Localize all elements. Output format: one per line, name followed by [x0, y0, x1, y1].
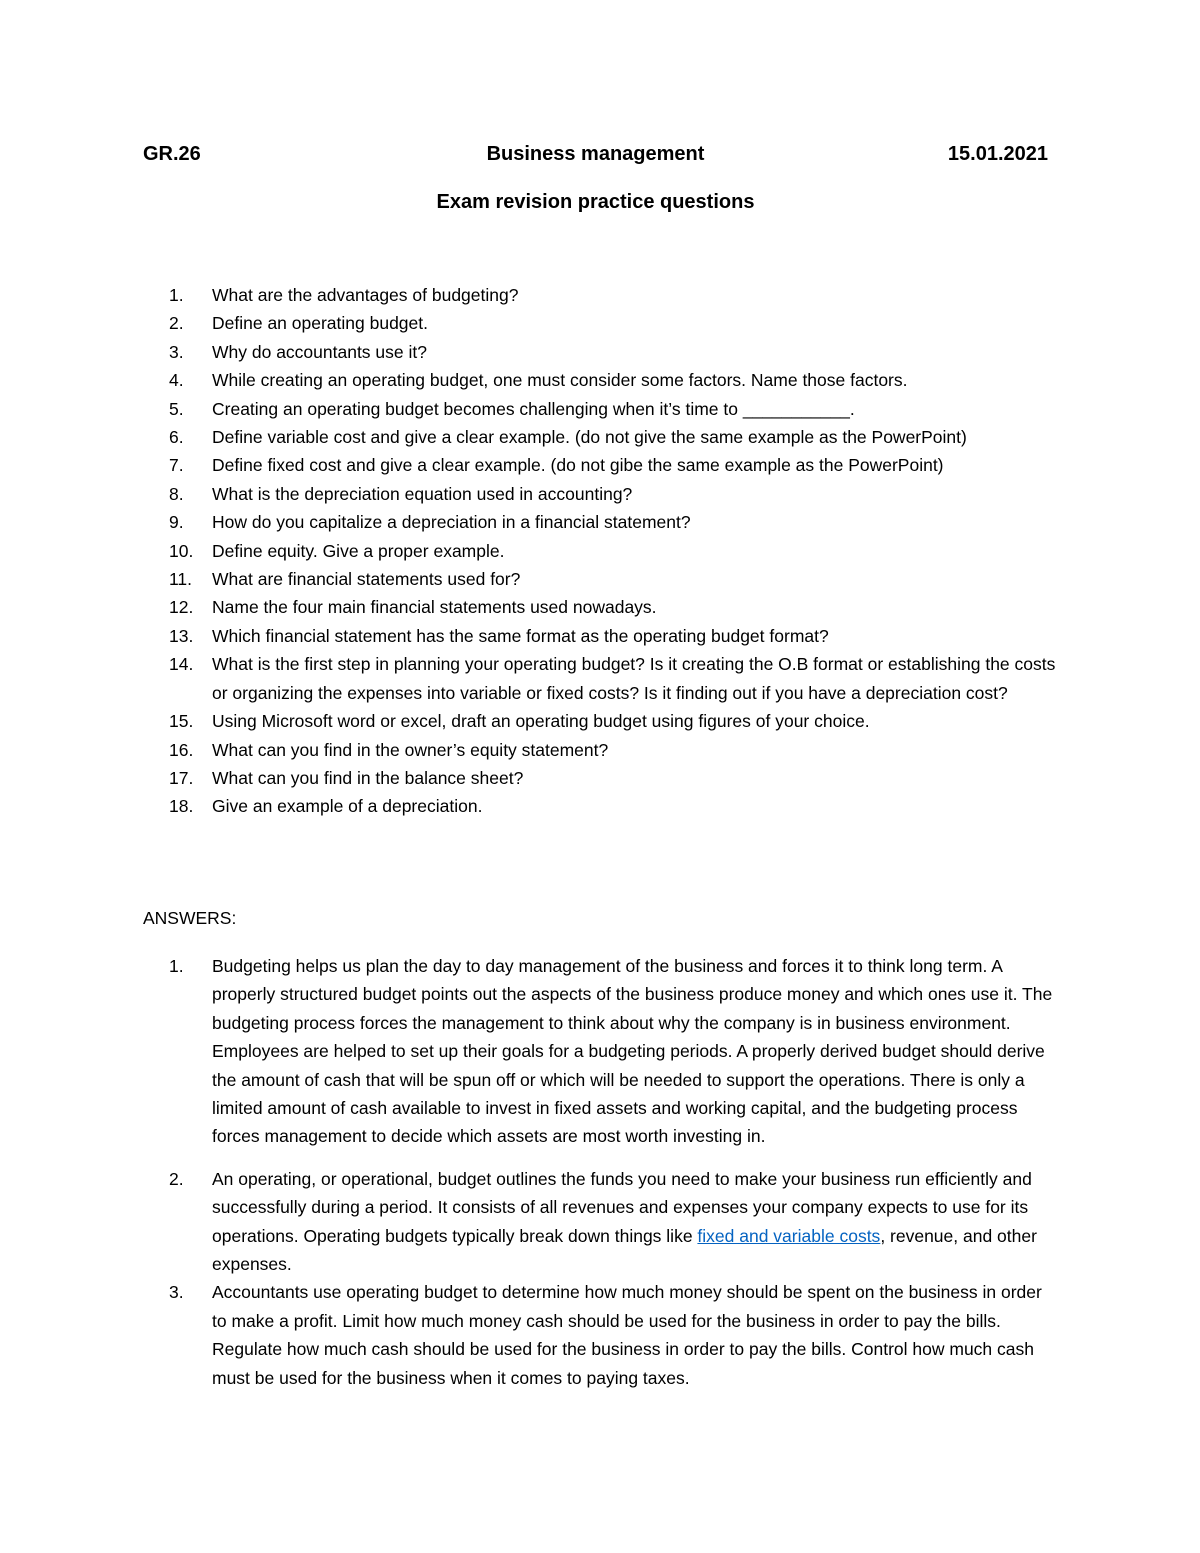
question-item — [143, 537, 1068, 565]
question-item — [143, 508, 1068, 536]
question-text: Why do accountants use it? — [212, 341, 427, 362]
question-item — [143, 707, 1068, 735]
question-item — [143, 451, 1068, 479]
question-number: 17. — [169, 767, 194, 788]
question-item — [143, 480, 1068, 508]
answer-number: 1. — [169, 956, 184, 976]
answer-text-after-link: , revenue, and other expenses. — [212, 1225, 1037, 1275]
question-number: 4. — [169, 370, 184, 391]
document-date: 15.01.2021 — [947, 143, 1048, 165]
question-number: 11. — [169, 569, 193, 590]
document-subtitle: Exam revision practice questions — [436, 191, 755, 213]
question-text: What are financial statements used for? — [212, 569, 521, 590]
question-text: Define an operating budget. — [212, 313, 428, 334]
question-number: 10. — [169, 540, 194, 561]
question-text: Creating an operating budget becomes challenging when it’s time to ___________. — [212, 398, 855, 419]
question-number: 15. — [169, 711, 194, 732]
question-number: 2. — [169, 313, 184, 334]
answer-number: 3. — [169, 1282, 184, 1303]
question-text: What is the first step in planning your operating budget? Is it creating the O.B format or establishing the costs or organizing the expenses into variable or fixed costs? Is it finding out if you have a depreciation cost? — [212, 654, 1056, 703]
question-number: 1. — [169, 285, 184, 305]
question-item — [143, 395, 1068, 423]
question-number: 7. — [169, 455, 184, 476]
question-number: 3. — [169, 341, 184, 362]
question-number: 18. — [169, 796, 194, 817]
question-number: 8. — [169, 483, 184, 504]
answer-text: Accountants use operating budget to determine how much money should be spent on the business in order to make a profit. Limit how much money cash should be used for the business in order to pay the bills. Regulate how much cash should be used for the business in order to pay the bills. Control how much cash must be used for the business when it comes to paying taxes. — [212, 1282, 1042, 1388]
question-item — [143, 593, 1068, 621]
question-number: 16. — [169, 739, 194, 760]
question-text: How do you capitalize a depreciation in a financial statement? — [212, 512, 691, 533]
question-item — [143, 764, 1068, 792]
answer-number: 2. — [169, 1168, 184, 1189]
question-text: Name the four main financial statements used nowadays. — [212, 597, 657, 618]
question-item — [143, 423, 1068, 451]
question-item — [143, 736, 1068, 764]
question-text: Give an example of a depreciation. — [212, 796, 483, 817]
question-number: 9. — [169, 512, 184, 533]
question-number: 5. — [169, 398, 184, 419]
question-item — [143, 650, 1068, 707]
question-number: 14. — [169, 654, 194, 675]
answer-text: Budgeting helps us plan the day to day management of the business and forces it to think long term. A properly structured budget points out the aspects of the business produce money and which ones use it. The budgeting process forces the management to think about why the company is in business environment. Employees are helped to set up their goals for a budgeting periods. A properly derived budget should derive the amount of cash that will be spun off or which will be needed to support the operations. There is only a limited amount of cash available to invest in fixed assets and working capital, and the budgeting process forces management to decide which assets are most worth investing in. — [212, 956, 1053, 1147]
question-text: Define equity. Give a proper example. — [212, 540, 505, 561]
answer-item — [143, 1278, 1068, 1392]
question-item — [143, 309, 1068, 337]
question-item — [143, 366, 1068, 394]
question-text: What is the depreciation equation used in accounting? — [212, 483, 633, 504]
answer-item — [143, 1165, 1068, 1279]
answer-text-before-link: An operating, or operational, budget outlines the funds you need to make your business run efficiently and successfully during a period. It consists of all revenues and expenses your company expects to use for its operations. Operating budgets typically break down things like — [212, 1168, 1032, 1246]
question-item — [143, 622, 1068, 650]
document-header — [143, 143, 1048, 173]
subject-title: Business management — [486, 143, 705, 165]
question-text: While creating an operating budget, one must consider some factors. Name those factors. — [212, 370, 908, 391]
question-number: 12. — [169, 597, 194, 618]
answer-item — [143, 952, 1068, 1151]
question-text: What can you find in the owner’s equity statement? — [212, 739, 609, 760]
question-text: Which financial statement has the same format as the operating budget format? — [212, 625, 829, 646]
answers-list — [143, 952, 1068, 1392]
question-text: What are the advantages of budgeting? — [212, 285, 519, 305]
question-item — [143, 792, 1068, 820]
fixed-variable-costs-link[interactable]: fixed and variable costs — [697, 1225, 881, 1246]
question-text: Define fixed cost and give a clear example. (do not gibe the same example as the PowerPoint) — [212, 455, 944, 476]
question-number: 13. — [169, 625, 194, 646]
question-text: Using Microsoft word or excel, draft an operating budget using figures of your choice. — [212, 711, 870, 732]
answers-heading: ANSWERS: — [143, 908, 237, 928]
questions-list — [143, 281, 1068, 821]
question-number: 6. — [169, 427, 184, 448]
question-text: Define variable cost and give a clear example. (do not give the same example as the PowerPoint) — [212, 427, 967, 448]
question-text: What can you find in the balance sheet? — [212, 767, 524, 788]
question-item — [143, 281, 1068, 309]
question-item — [143, 565, 1068, 593]
group-label: GR.26 — [143, 143, 201, 165]
question-item — [143, 338, 1068, 366]
